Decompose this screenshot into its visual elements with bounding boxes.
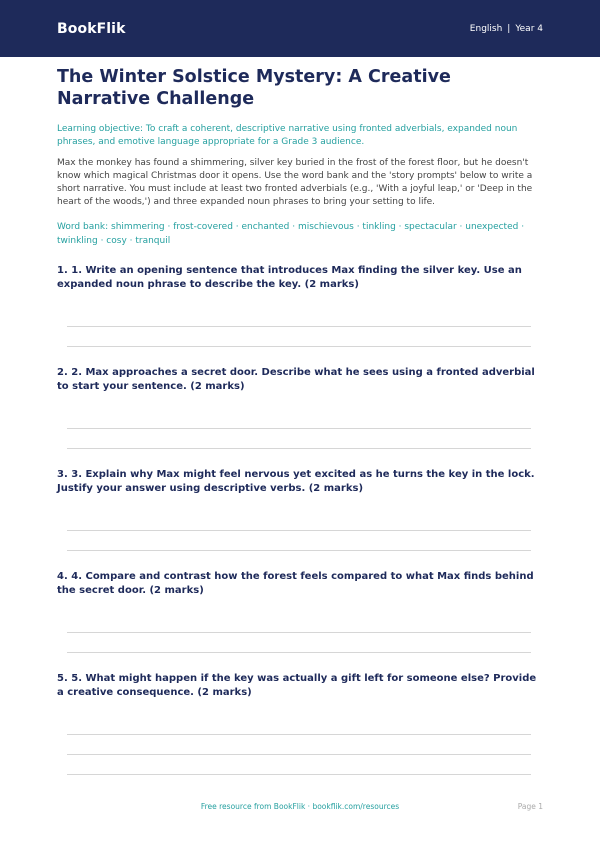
footer-credit: Free resource from BookFlik · bookflik.com/resources — [200, 802, 400, 811]
subject-label: English — [469, 23, 503, 34]
page-number: Page 1 — [517, 802, 543, 811]
answer-line[interactable] — [67, 428, 531, 429]
answer-line[interactable] — [67, 734, 531, 735]
answer-line[interactable] — [67, 346, 531, 347]
answer-line[interactable] — [67, 754, 531, 755]
learning-objective: Learning objective: To craft a coherent, descriptive narrative using fronted adverbials, expanded noun phrases, and emotive language appropriate for a Grade 3 audience. — [57, 124, 518, 147]
answer-line[interactable] — [67, 774, 531, 775]
brand-logo: BookFlik — [57, 20, 126, 37]
meta-separator: | — [507, 23, 511, 34]
question-2: 2. 2. Max approaches a secret door. Describe what he sees using a fronted adverbial to start your sentence. (2 marks) — [57, 367, 535, 392]
question-1: 1. 1. Write an opening sentence that introduces Max finding the silver key. Use an expanded noun phrase to describe the key. (2 marks) — [57, 265, 522, 290]
question-4: 4. 4. Compare and contrast how the forest feels compared to what Max finds behind the secret door. (2 marks) — [57, 571, 534, 596]
page-header — [0, 0, 600, 57]
intro-paragraph: Max the monkey has found a shimmering, silver key buried in the frost of the forest floor, but he doesn't know which magical Christmas door it opens. Use the word bank and the 'story prompts' below to write a short narrative. You must include at least two fronted adverbials (e.g., 'With a joyful leap,' or 'Deep in the heart of the woods,') and three expanded noun phrases to bring your setting to life. — [57, 158, 533, 207]
answer-line[interactable] — [67, 326, 531, 327]
worksheet-title: The Winter Solstice Mystery: A Creative Narrative Challenge — [57, 67, 451, 109]
question-5: 5. 5. What might happen if the key was actually a gift left for someone else? Provide a creative consequence. (2 marks) — [57, 673, 537, 698]
answer-line[interactable] — [67, 448, 531, 449]
answer-line[interactable] — [67, 632, 531, 633]
answer-line[interactable] — [67, 550, 531, 551]
word-bank: Word bank: shimmering · frost-covered · enchanted · mischievous · tinkling · spectacular · unexpected · twinkling · cosy · tranquil — [57, 222, 525, 246]
answer-line[interactable] — [67, 652, 531, 653]
subject-meta — [470, 24, 543, 34]
question-3: 3. 3. Explain why Max might feel nervous yet excited as he turns the key in the lock. Justify your answer using descriptive verbs. (2 marks) — [57, 469, 535, 494]
answer-line[interactable] — [67, 530, 531, 531]
year-label: Year 4 — [515, 23, 543, 34]
